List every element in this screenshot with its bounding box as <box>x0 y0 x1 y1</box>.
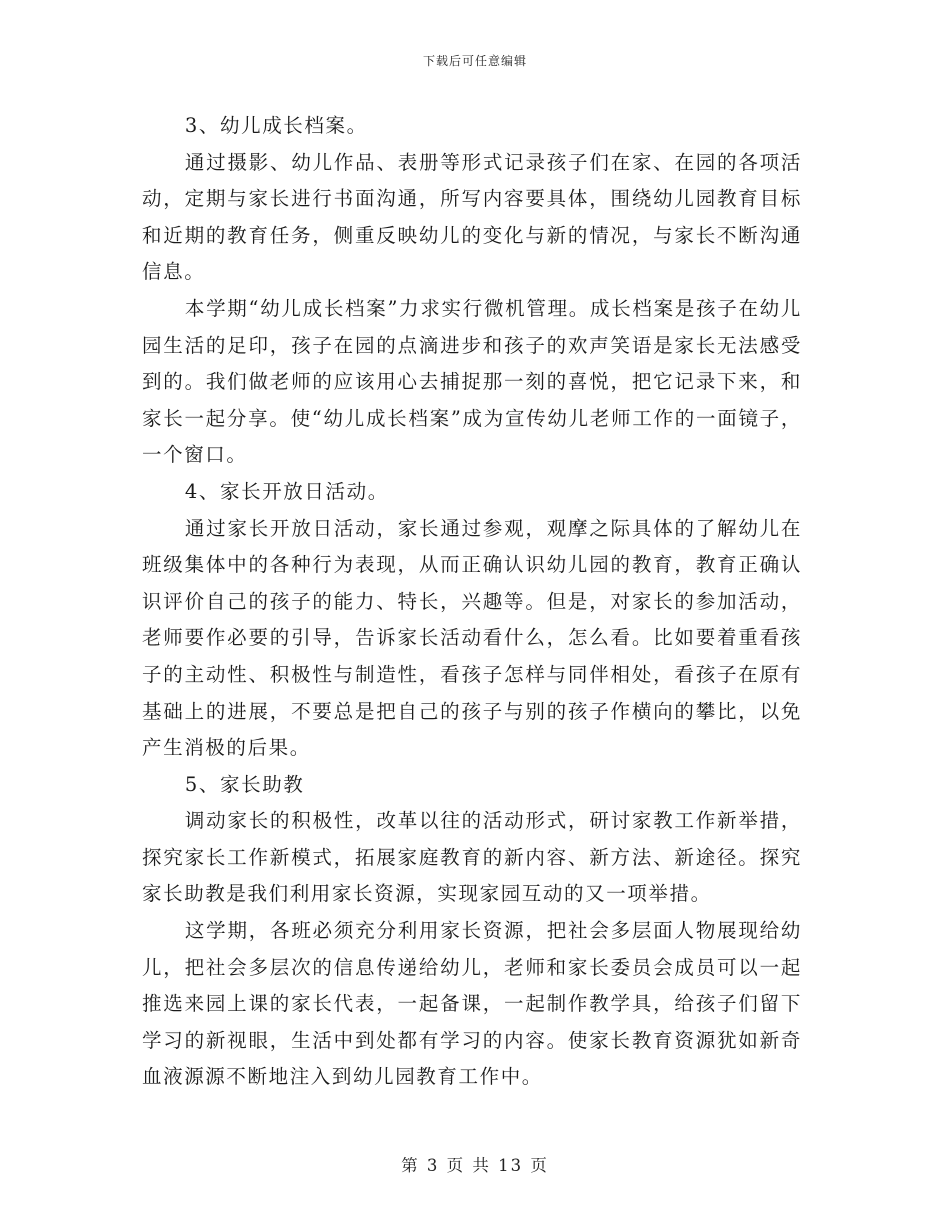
page-number: 第 3 页 共 13 页 <box>401 1156 549 1175</box>
paragraph: 调动家长的积极性，改革以往的活动形式，研讨家教工作新举措，探究家长工作新模式，拓展家庭教育的新内容、新方法、新途径。探究家长助教是我们利用家长资源，实现家园互动的又一项举措。 <box>142 809 802 906</box>
section-heading-growth-archive: 3、幼儿成长档案。 <box>184 114 368 137</box>
paragraph: 通过家长开放日活动，家长通过参观，观摩之际具体的了解幼儿在班级集体中的各种行为表现，从而正确认识幼儿园的教育，教育正确认识评价自己的孩子的能力、特长，兴趣等。但是，对家长的参加活动，老师要作必要的引导，告诉家长活动看什么，怎么看。比如要着重看孩子的主动性、积极性与制造性，看孩子怎样与同伴相处，看孩子在原有基础上的进展，不要总是把自己的孩子与别的孩子作横向的攀比，以免产生消极的后果。 <box>142 516 802 760</box>
section-heading-parent-assistant: 5、家长助教 <box>184 772 305 796</box>
paragraph: 通过摄影、幼儿作品、表册等形式记录孩子们在家、在园的各项活动，定期与家长进行书面沟通，所写内容要具体，围绕幼儿园教育目标和近期的教育任务，侧重反映幼儿的变化与新的情况，与家长不断沟通信息。 <box>142 150 802 284</box>
paragraph: 本学期“幼儿成长档案”力求实行微机管理。成长档案是孩子在幼儿园生活的足印，孩子在园的点滴进步和孩子的欢声笑语是家长无法感受到的。我们做老师的应该用心去捕捉那一刻的喜悦，把它记录下来，和家长一起分享。使“幼儿成长档案”成为宣传幼儿老师工作的一面镜子，一个窗口。 <box>142 296 802 467</box>
paragraph: 这学期，各班必须充分利用家长资源，把社会多层面人物展现给幼儿，把社会多层次的信息传递给幼儿，老师和家长委员会成员可以一起推选来园上课的家长代表，一起备课，一起制作教学具，给孩子们留下学习的新视眼，生活中到处都有学习的内容。使家长教育资源犹如新奇血液源源不断地注入到幼儿园教育工作中。 <box>142 919 802 1089</box>
document-body <box>142 108 802 1096</box>
header-note: 下载后可任意编辑 <box>422 54 527 68</box>
section-heading-open-day: 4、家长开放日活动。 <box>184 479 389 503</box>
